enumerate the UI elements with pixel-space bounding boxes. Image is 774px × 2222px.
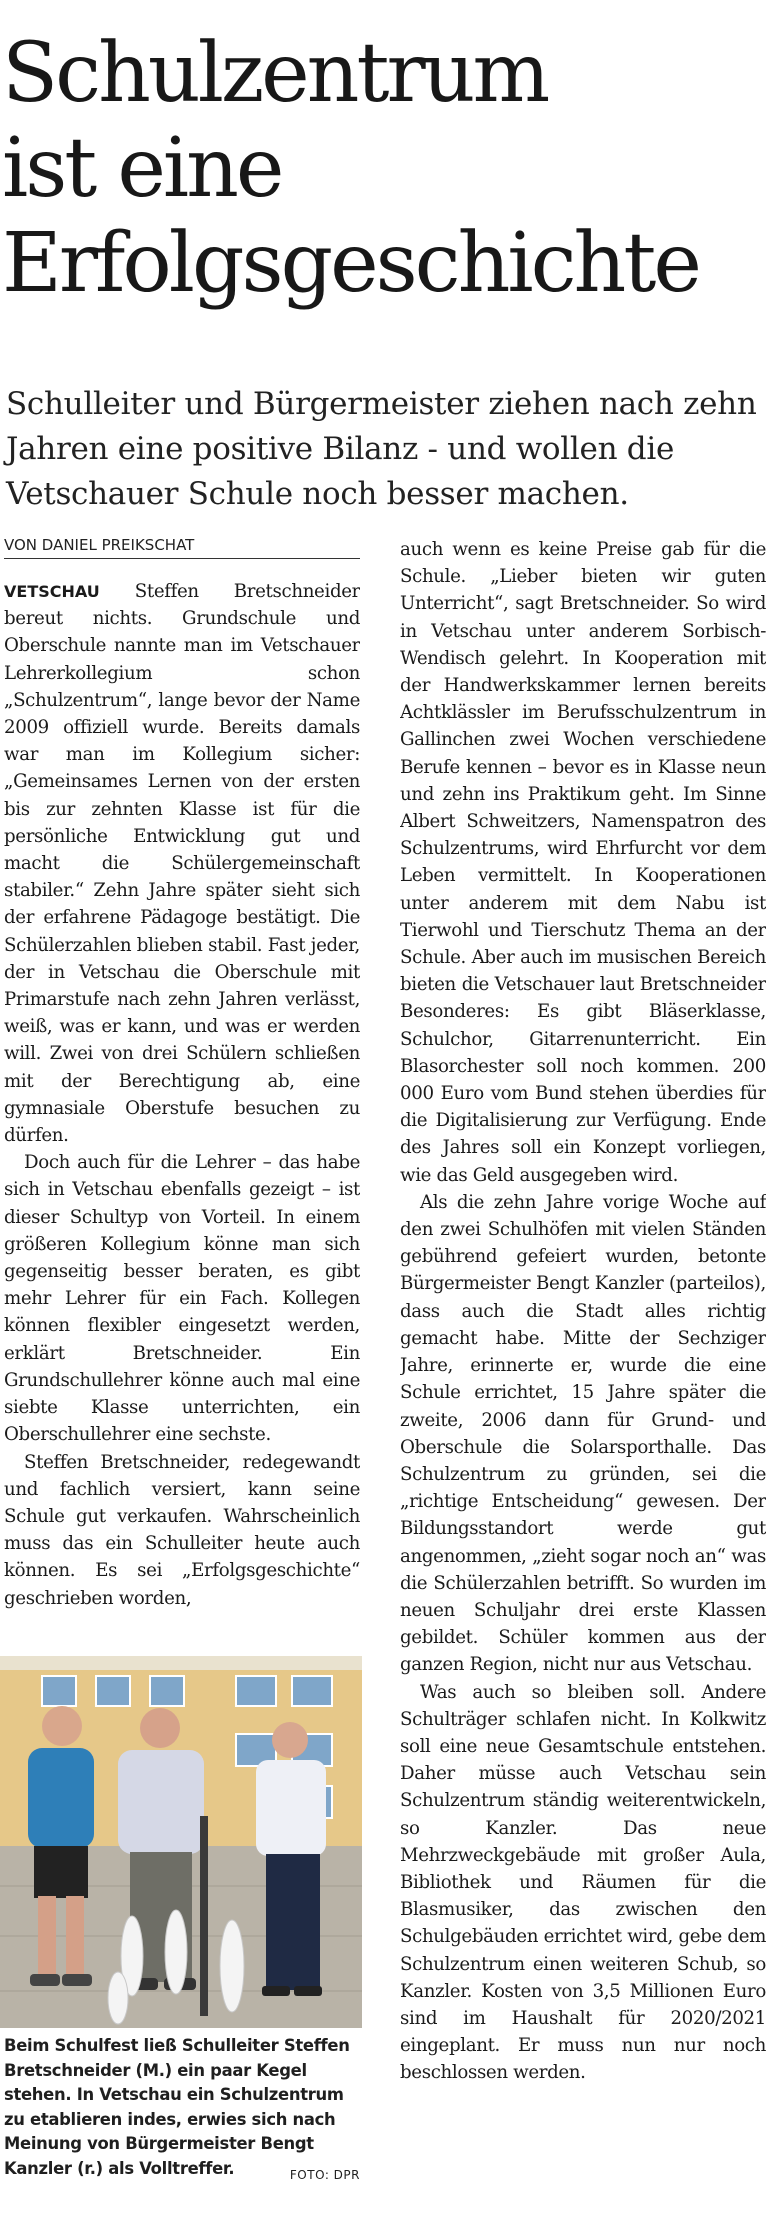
article-column-2 — [400, 536, 766, 2216]
paragraph: auch wenn es keine Preise gab für die Schule. „Lieber bieten wir guten Unterricht“, sagt Bretschneider. So wird in Vetschau unter anderem Sorbisch-Wendisch gelehrt. In Kooperation mit der Handwerkskammer lernen bereits Achtklässler im Berufsschulzentrum in Gallinchen zwei Wochen verschiedene Berufe kennen – bevor es in Klasse neun und zehn ins Praktikum geht. Im Sinne Albert Schweitzers, Namenspatron des Schulzentrums, wird Ehrfurcht vor dem Leben vermittelt. In Kooperationen unter anderem mit dem Nabu ist Tierwohl und Tierschutz Thema an der Schule. Aber auch im musischen Bereich bieten die Vetschauer laut Bretschneider Besonderes: Es gibt Bläserklasse, Schulchor, Gitarrenunterricht. Ein Blasorchester soll noch kommen. 200 000 Euro vom Bund stehen überdies für die Digitalisierung zur Verfügung. Ende des Jahres soll ein Konzept vorliegen, wie das Geld ausgegeben wird. — [400, 539, 766, 1186]
headline-line: Erfolgsgeschichte — [2, 216, 699, 311]
school-festival-photo — [0, 1656, 362, 2028]
subheadline: Schulleiter und Bürgermeister ziehen nach zehn Jahren eine positive Bilanz - und wollen die Vetschauer Schule noch besser machen. — [6, 386, 757, 512]
paragraph: Als die zehn Jahre vorige Woche auf den zwei Schulhöfen mit vielen Ständen gebührend gefeiert wurden, betonte Bürgermeister Bengt Kanzler (parteilos), dass auch die Stadt alles richtig gemacht habe. Mitte der Sechziger Jahre, erinnerte er, wurde die eine Schule errichtet, 15 Jahre später die zweite, 2006 dann für Grund- und Oberschule die Solarsporthalle. Das Schulzentrum zu gründen, sei die „richtige Entscheidung“ gewesen. Der Bildungsstandort werde gut angenommen, „zieht sogar noch an“ was die Schülerzahlen betrifft. So wurden im neuen Schuljahr drei erste Klassen gebildet. Schüler kommen aus der ganzen Region, nicht nur aus Vetschau. — [400, 1191, 766, 1676]
photo-credit: FOTO: DPR — [289, 2167, 360, 2182]
paragraph: Steffen Bretschneider, redegewandt und fachlich versiert, kann seine Schule gut verkaufen. Wahrscheinlich muss das ein Schulleiter heute auch können. Es sei „Erfolgsgeschichte“ geschrieben worden, — [4, 1451, 360, 1609]
photo-caption — [4, 2034, 360, 2187]
headline-line: Schulzentrum — [2, 26, 548, 121]
paragraph: Doch auch für die Lehrer – das habe sich in Vetschau ebenfalls gezeigt – ist dieser Schultyp von Vorteil. In einem größeren Kollegium könne man sich gegenseitig besser beraten, es gibt mehr Lehrer für ein Fach. Kollegen können flexibler eingesetzt werden, erklärt Bretschneider. Ein Grundschullehrer könne auch mal eine siebte Klasse unterrichten, ein Oberschullehrer eine sechste. — [4, 1152, 360, 1446]
paragraph — [4, 578, 360, 1149]
headline-line: ist eine — [2, 121, 282, 216]
paragraph-text: Steffen Bretschneider bereut nichts. Grundschule und Oberschule nannte man im Vetschauer Lehrerkollegium schon „Schulzentrum“, lange bevor der Name 2009 offiziell wurde. Bereits damals war man im Kollegium sicher: „Gemeinsames Lernen von der ersten bis zur zehnten Klasse ist für die persönliche Entwicklung gut und macht die Schülergemeinschaft stabiler.“ Zehn Jahre später sieht sich der erfahrene Pädagoge bestätigt. Die Schülerzahlen blieben stabil. Fast jeder, der in Vetschau die Oberschule mit Primarstufe nach zehn Jahren verlässt, weiß, was er kann, und was er werden will. Zwei von drei Schülern schließen mit der Berechtigung ab, eine gymnasiale Oberstufe besuchen zu dürfen. — [4, 581, 360, 1147]
caption-text: Beim Schulfest ließ Schulleiter Steffen Bretschneider (M.) ein paar Kegel stehen. In Vetschau ein Schulzentrum zu etablieren indes, erwies sich nach Meinung von Bürgermeister Bengt Kanzler (r.) als Volltreffer. — [4, 2036, 350, 2178]
headline — [2, 26, 772, 311]
dateline: VETSCHAU — [4, 582, 100, 601]
article-photo — [0, 1656, 362, 2028]
article-column-1 — [4, 578, 360, 1658]
byline: VON DANIEL PREIKSCHAT — [4, 536, 360, 559]
paragraph: Was auch so bleiben soll. Andere Schulträger schlafen nicht. In Kolkwitz soll eine neue Gesamtschule entstehen. Daher müsse auch Vetschau sein Schulzentrum ständig weiterentwickeln, so Kanzler. Das neue Mehrzweckgebäude mit großer Aula, Bibliothek und Räumen für die Blasmusiker, das zwischen den Schulgebäuden errichtet wird, gebe dem Schulzentrum einen weiteren Schub, so Kanzler. Kosten von 3,5 Millionen Euro sind im Haushalt für 2020/2021 eingeplant. Er muss nun nur noch beschlossen werden. — [400, 1681, 766, 2084]
